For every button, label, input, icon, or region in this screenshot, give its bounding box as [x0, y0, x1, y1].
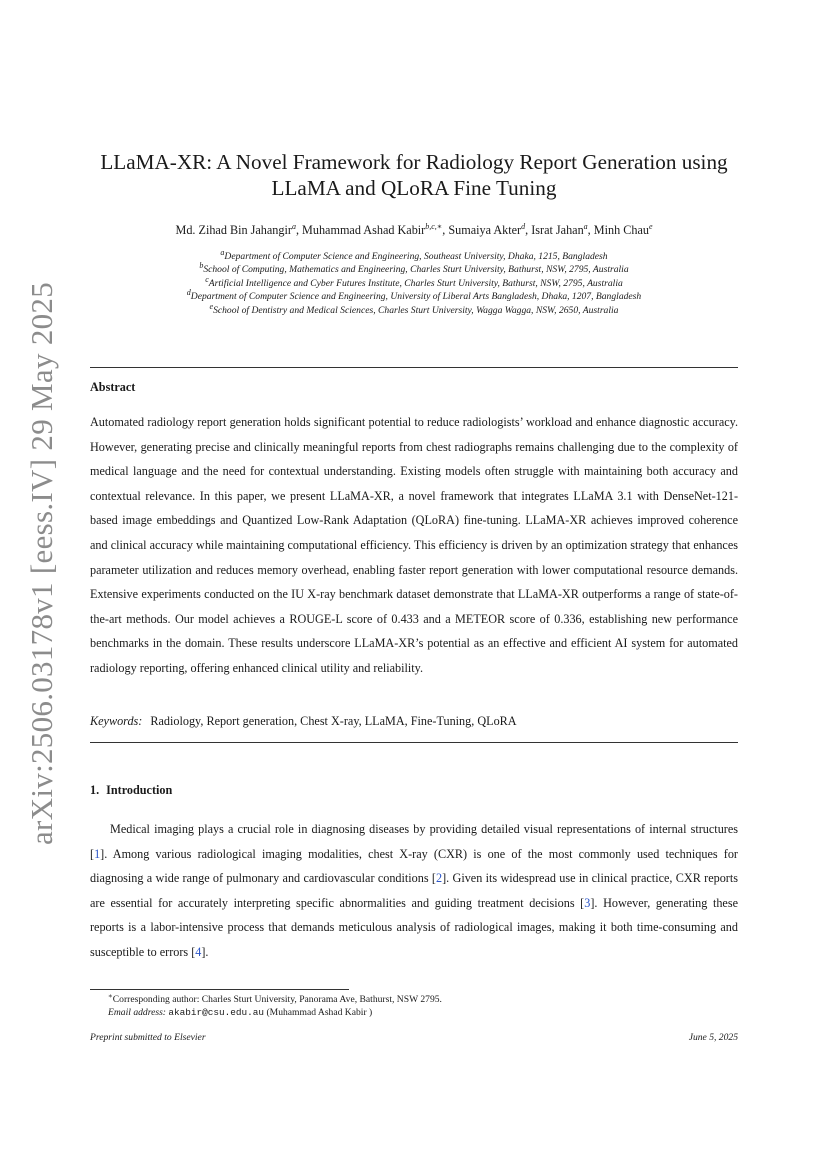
affiliation-marker: d	[186, 288, 191, 298]
author-affiliation-marker: d	[521, 221, 526, 231]
section-title: Introduction	[106, 783, 173, 797]
corresponding-author-text: Corresponding author: Charles Sturt University, Panorama Ave, Bathurst, NSW 2795.	[112, 994, 442, 1005]
keywords-text: Radiology, Report generation, Chest X-ray, LLaMA, Fine-Tuning, QLoRA	[150, 714, 517, 728]
keywords	[90, 712, 738, 730]
affiliation-text: Artificial Intelligence and Cyber Futures Institute, Charles Sturt University, Bathurst, NSW, 2795, Australia	[208, 277, 623, 289]
citation-link[interactable]: 4	[195, 944, 202, 959]
author-affiliation-marker: a	[291, 221, 296, 231]
footer-preprint-note: Preprint submitted to Elsevier	[90, 1032, 206, 1043]
affiliation-line	[90, 263, 738, 276]
author-separator: ,	[525, 223, 532, 237]
intro-text: ]. However, generating these reports is a labor-intensive process that demands meticulous analysis of radiological images, making it both time-consuming and susceptible to errors [	[90, 895, 738, 959]
affiliation-line	[90, 301, 738, 317]
arxiv-identifier-stamp: arXiv:2506.03178v1 [eess.IV] 29 May 2025	[24, 281, 59, 845]
affiliation-marker: e	[209, 301, 214, 311]
affiliation-marker: a	[220, 247, 225, 257]
author-list	[90, 221, 738, 239]
email-link[interactable]: akabir@csu.edu.au	[168, 1007, 265, 1019]
intro-text: ]. Given its widespread use in clinical practice, CXR reports are essential for accurately interpreting specific abnormalities and guiding treatment decisions [	[90, 871, 738, 910]
footnote-rule	[90, 989, 349, 990]
keywords-label: Keywords:	[90, 714, 143, 728]
email-line	[90, 1006, 738, 1019]
affiliation-marker: c	[205, 274, 209, 284]
paper-title	[90, 149, 738, 201]
introduction-paragraph	[90, 817, 738, 965]
author-name: Md. Zihad Bin Jahangir	[175, 223, 292, 237]
footer-date: June 5, 2025	[688, 1032, 738, 1043]
affiliation-line	[90, 247, 738, 263]
affiliation-marker: b	[199, 261, 204, 271]
author-affiliation-marker: b,c,∗	[425, 221, 443, 231]
author-name: Sumaiya Akter	[448, 223, 522, 237]
author-affiliation-marker: a	[583, 221, 588, 231]
abstract-bottom-rule	[90, 742, 738, 743]
author-separator: ,	[587, 223, 594, 237]
citation-link[interactable]: 1	[94, 846, 101, 861]
citation-link[interactable]: 2	[436, 871, 443, 886]
affiliation-text: School of Computing, Mathematics and Engineering, Charles Sturt University, Bathurst, NSW, 2795, Australia	[203, 264, 629, 276]
footnote	[90, 993, 738, 1020]
intro-text: ]. Among various radiological imaging modalities, chest X-ray (CXR) is one of the most commonly used techniques for diagnosing a wide range of pulmonary and cardiovascular conditions [	[90, 846, 738, 886]
affiliation-line	[90, 290, 738, 303]
title-line-2: LLaMA and QLoRA Fine Tuning	[271, 176, 557, 200]
intro-text: ].	[201, 944, 209, 959]
email-owner: (Muhammad Ashad Kabir )	[266, 1007, 373, 1019]
abstract-text: Automated radiology report generation holds significant potential to reduce radiologists’ workload and enhance diagnostic accuracy. However, generating precise and clinically meaningful reports from chest radiographs remains challenging due to the complexity of medical language and the need for contextual understanding. Existing models often struggle with maintaining both accuracy and contextual relevance. In this paper, we present LLaMA-XR, a novel framework that integrates LLaMA 3.1 with DenseNet-121-based image embeddings and Quantized Low-Rank Adaptation (QLoRA) fine-tuning. LLaMA-XR achieves improved coherence and clinical accuracy while maintaining computational efficiency. This efficiency is driven by an optimization strategy that enhances parameter utilization and reduces memory overhead, enabling faster report generation with lower computational resource demands. Extensive experiments conducted on the IU X-ray benchmark dataset demonstrate that LLaMA-XR outperforms a range of state-of-the-art methods. Our model achieves a ROUGE-L score of 0.433 and a METEOR score of 0.336, establishing new performance benchmarks in the domain. These results underscore LLaMA-XR’s potential as an effective and efficient AI system for automated radiology reporting, offering enhanced clinical utility and reliability.	[90, 415, 738, 675]
corresponding-author-note	[90, 993, 738, 1006]
citation-link[interactable]: 3	[584, 895, 591, 910]
affiliation-list	[90, 247, 738, 317]
title-line-1: LLaMA-XR: A Novel Framework for Radiology Report Generation using	[100, 150, 728, 174]
abstract-top-rule	[90, 367, 738, 368]
author-separator: ,	[442, 223, 449, 237]
affiliation-text: Department of Computer Science and Engineering, Southeast University, Dhaka, 1215, Bangladesh	[224, 251, 608, 262]
author-name: Minh Chau	[593, 223, 649, 237]
author-name: Israt Jahan	[531, 223, 584, 237]
footnote-star: ∗	[108, 991, 113, 1000]
affiliation-text: Department of Computer Science and Engineering, University of Liberal Arts Bangladesh, Dhaka, 1207, Bangladesh	[190, 291, 642, 303]
abstract-heading: Abstract	[90, 380, 136, 394]
author-affiliation-marker: e	[648, 221, 653, 231]
intro-text: Medical imaging plays a crucial role in diagnosing diseases by providing detailed visual representations of internal structures [	[90, 822, 738, 861]
author-separator: ,	[295, 223, 303, 237]
affiliation-text: School of Dentistry and Medical Sciences, Charles Sturt University, Wagga Wagga, NSW, 2650, Australia	[213, 304, 619, 316]
section-heading-introduction	[90, 783, 172, 798]
email-label: Email address:	[108, 1007, 167, 1019]
section-number: 1.	[90, 783, 100, 797]
author-name: Muhammad Ashad Kabir	[302, 223, 426, 237]
